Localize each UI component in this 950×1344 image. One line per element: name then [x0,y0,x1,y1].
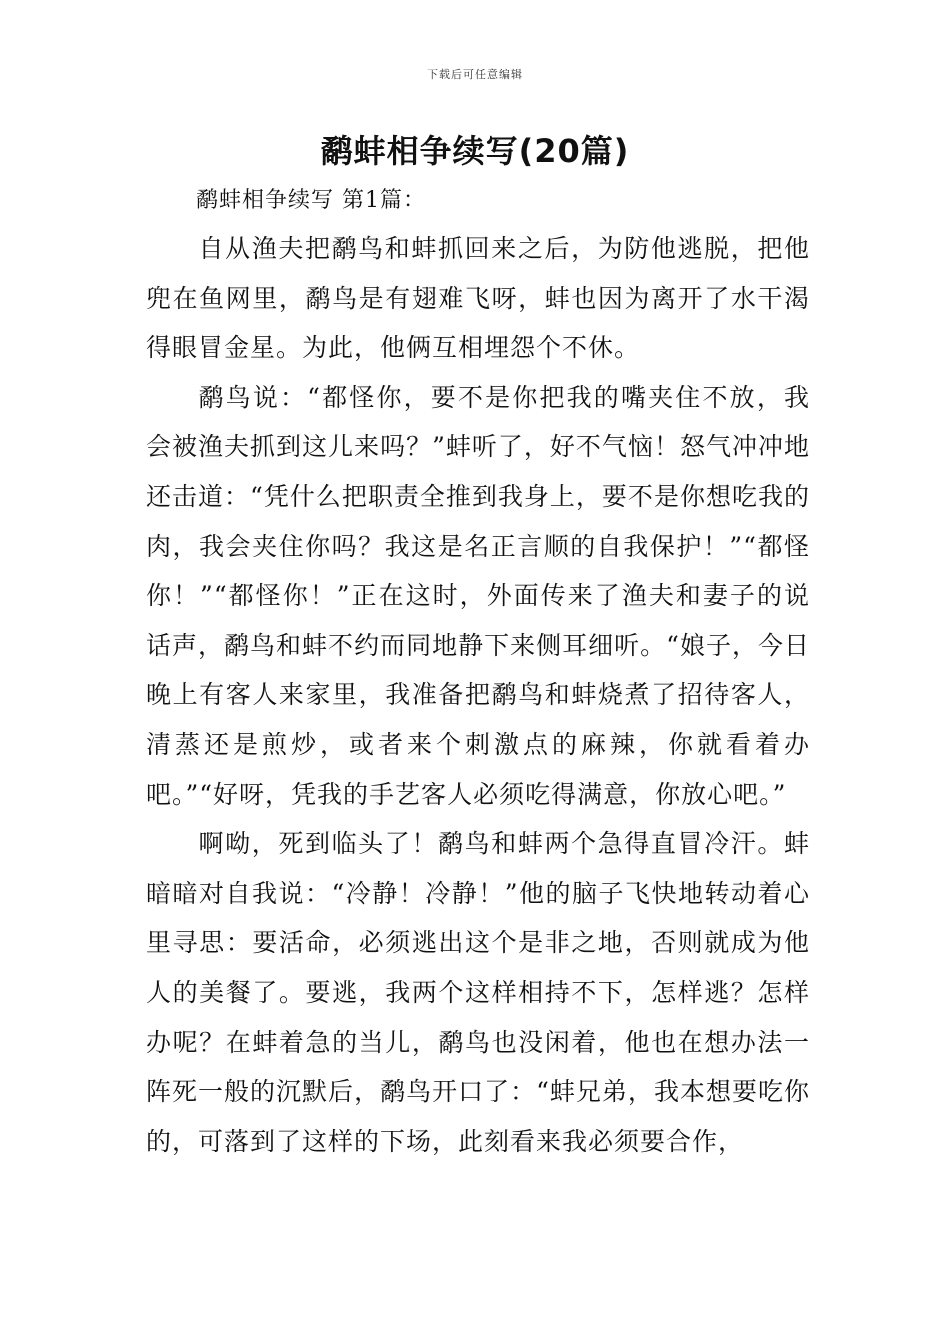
document-title: 鹬蚌相争续写(20篇) [320,132,630,170]
header-note: 下载后可任意编辑 [427,68,523,81]
body-text [146,224,810,1166]
paragraph-2: 鹬鸟说：“都怪你，要不是你把我的嘴夹住不放，我会被渔夫抓到这儿来吗？”蚌听了，好不气恼！怒气冲冲地还击道：“凭什么把职责全推到我身上，要不是你想吃我的肉，我会夹住你吗？我这是名正言顺的自我保护！”“都怪你！”“都怪你！”正在这时，外面传来了渔夫和妻子的说话声，鹬鸟和蚌不约而同地静下来侧耳细听。“娘子，今日晚上有客人来家里，我准备把鹬鸟和蚌烧煮了招待客人，清蒸还是煎炒，或者来个刺激点的麻辣，你就看着办吧。”“好呀，凭我的手艺客人必须吃得满意，你放心吧。” [146,382,810,809]
section-heading: 鹬蚌相争续写 第1篇： [196,188,426,213]
paragraph-3: 啊呦，死到临头了！鹬鸟和蚌两个急得直冒冷汗。蚌暗暗对自我说：“冷静！冷静！”他的脑子飞快地转动着心里寻思：要活命，必须逃出这个是非之地，否则就成为他人的美餐了。要逃，我两个这样相持不下，怎样逃？怎样办呢？在蚌着急的当儿，鹬鸟也没闲着，他也在想办法一阵死一般的沉默后，鹬鸟开口了：“蚌兄弟，我本想要吃你的，可落到了这样的下场，此刻看来我必须要合作， [146,829,810,1156]
paragraph-1: 自从渔夫把鹬鸟和蚌抓回来之后，为防他逃脱，把他兜在鱼网里，鹬鸟是有翅难飞呀，蚌也因为离开了水干渴得眼冒金星。为此，他俩互相埋怨个不休。 [146,234,810,363]
